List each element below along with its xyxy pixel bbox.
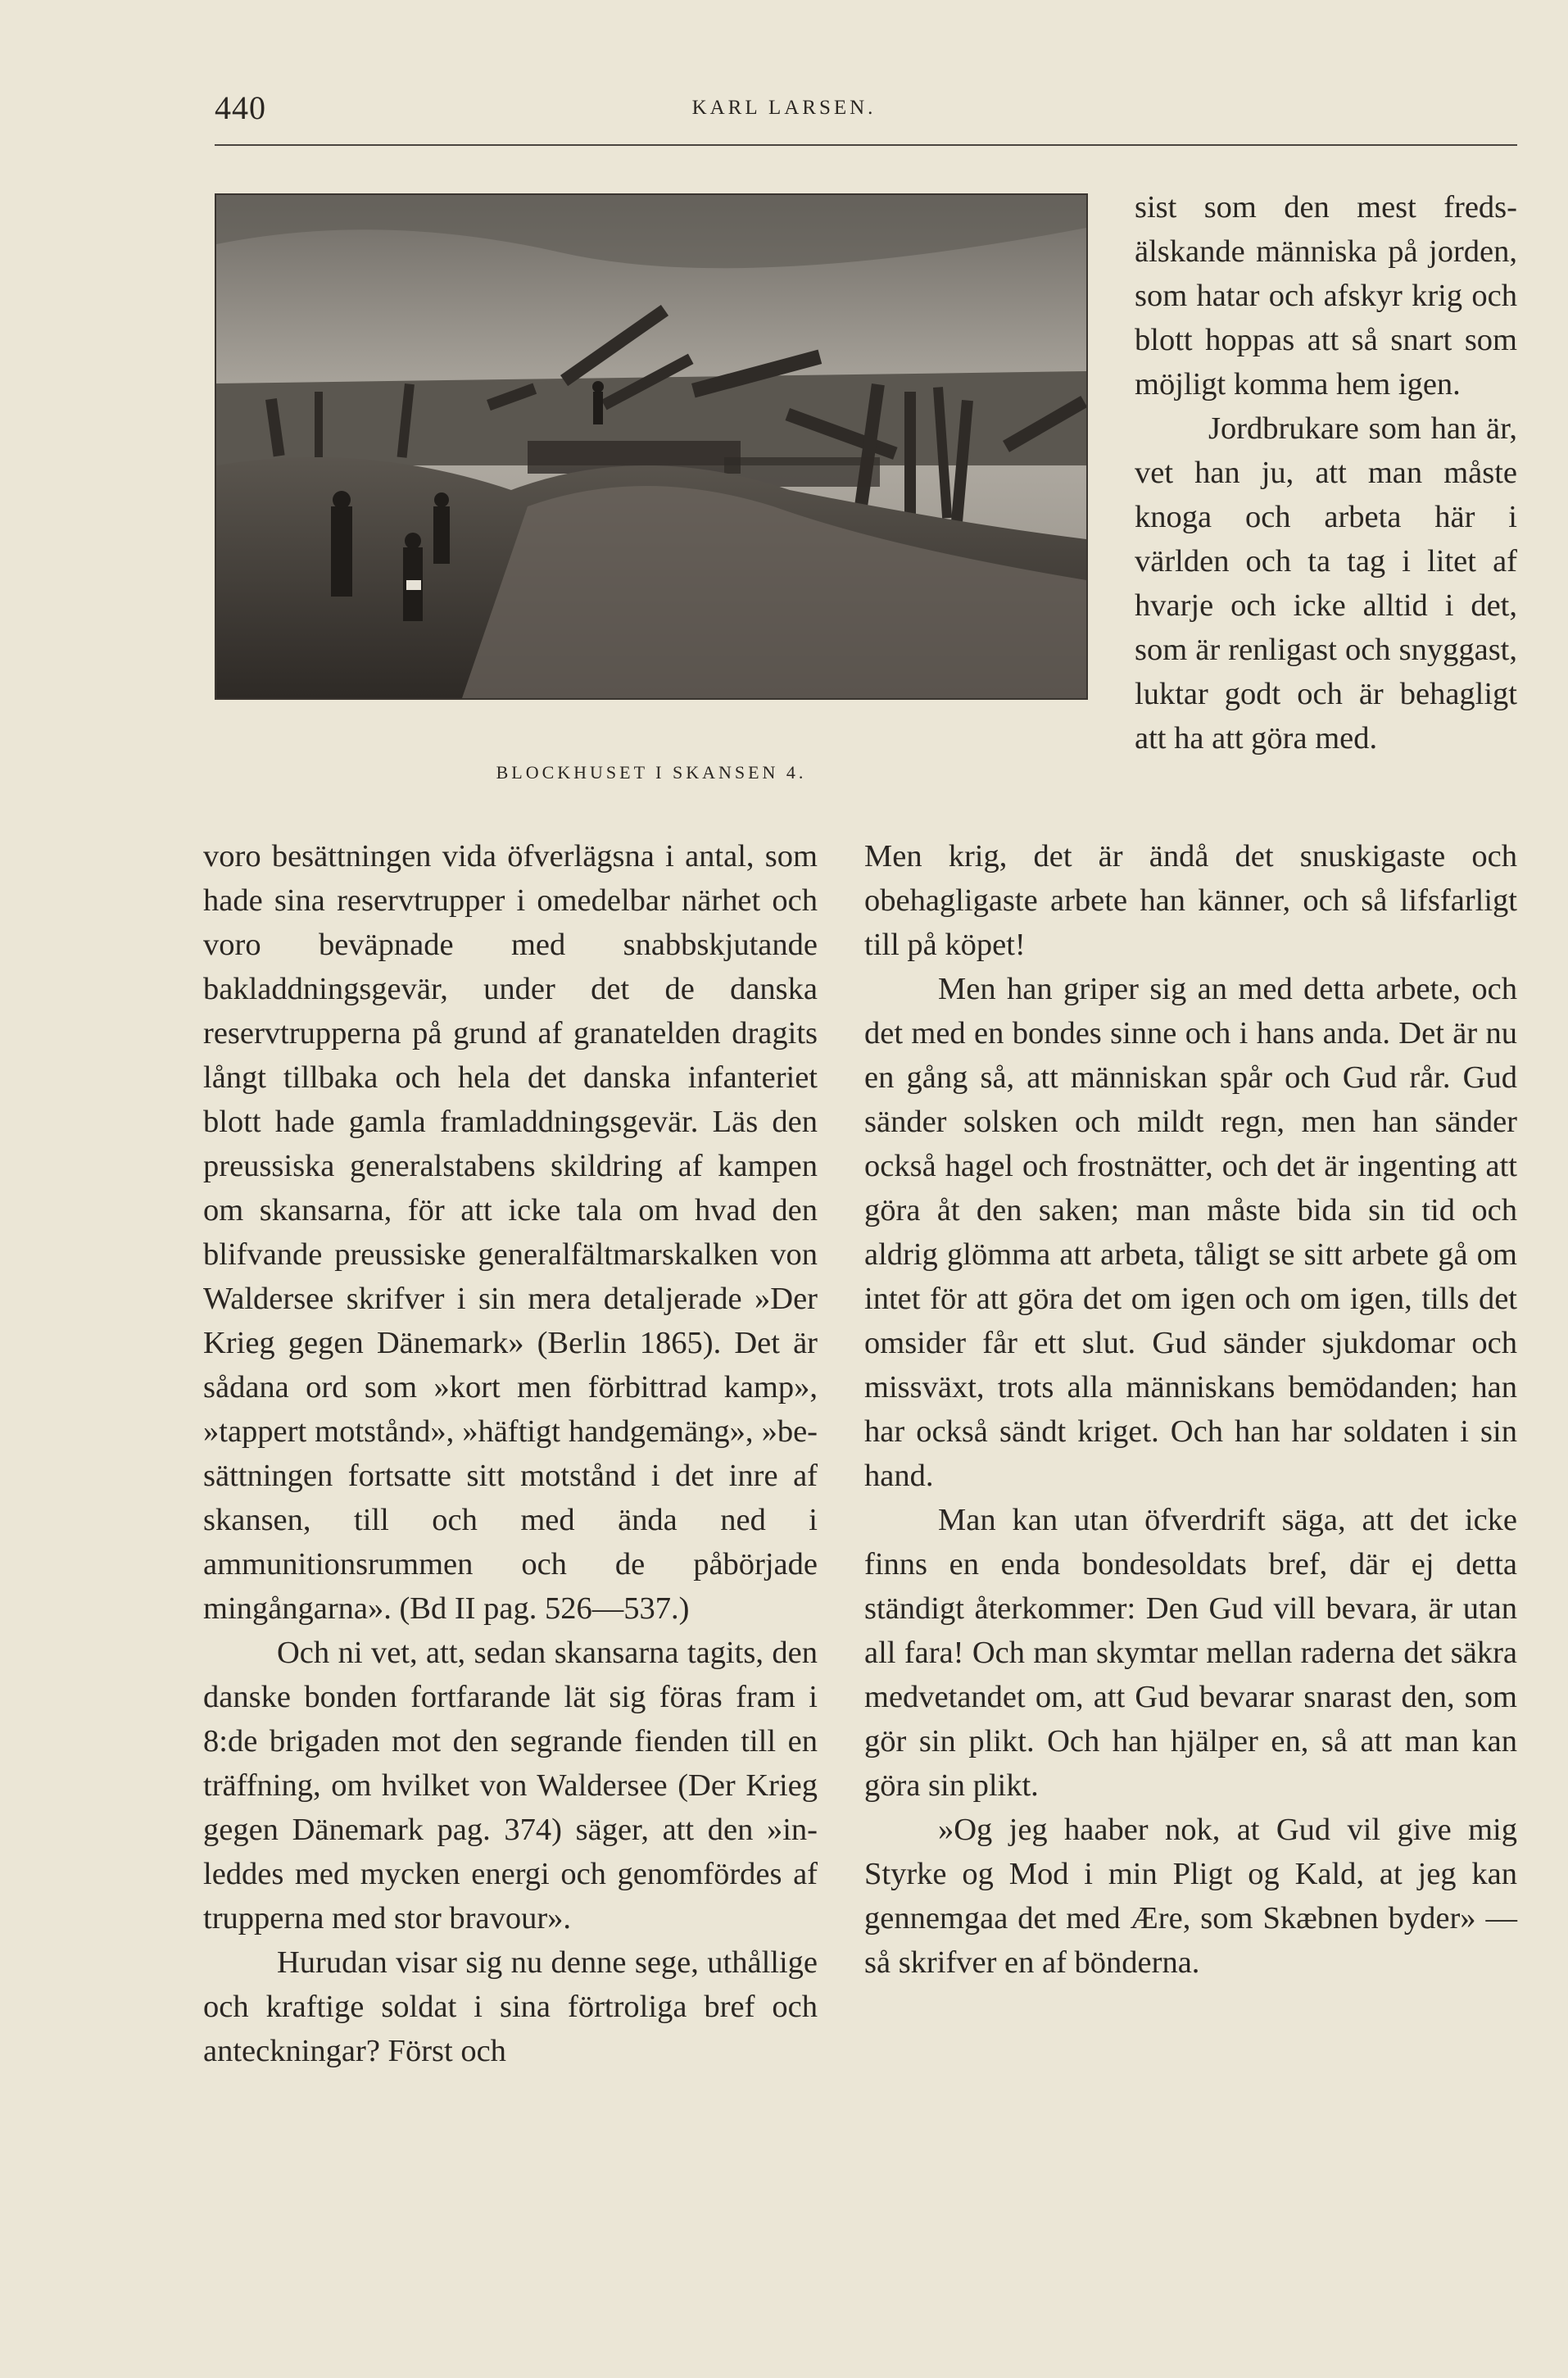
- paragraph: sist som den mest fredsälskande människa på jorden, som hatar och afskyr krig och blott hoppas att så snart som möjligt komma hem igen.: [1135, 190, 1517, 402]
- paragraph: »Og jeg haaber nok, at Gud vil give mig Styrke og Mod i min Pligt og Kald, at jeg kan gennemgaa det med Ære, som Skæbnen byder» — så skrifver en af bönderna.: [864, 1813, 1517, 1980]
- paragraph: Men han griper sig an med detta arbete, och det med en bondes sinne och i hans anda. Det är nu en gång så, att människan spår och Gud rår. Gud sänder solsken och mildt regn, men han sänder också hagel och frostnätter, och det är ingenting att göra åt den saken; man måste bida sin tid och aldrig glömma att arbeta, tåligt se sitt arbete gå om intet för att göra det om igen och om igen, tills det omsider får ett slut. Gud sänder sjukdomar och missväxt, trots alla människans bemödanden; han har också sändt kriget. Och han har soldaten i sin hand.: [864, 972, 1517, 1493]
- photograph-illustration: [216, 195, 1086, 698]
- left-column-text: [203, 834, 818, 2073]
- right-column-top-text: [1135, 185, 1517, 760]
- page-number: 440: [215, 89, 266, 126]
- paragraph: Jordbrukare som han är, vet han ju, att man måste knoga och arbeta här i världen och ta tag i litet af hvarje och icke alltid i det, som är renligast och snyggast, luktar godt och är behagligt att ha att göra med.: [1135, 411, 1517, 756]
- paragraph: Och ni vet, att, sedan skansarna tagits, den danske bonden fortfarande lät sig föras fram i 8:de brigaden mot den segrande fienden till en träffning, om hvilket von Waldersee (Der Krieg gegen Dänemark pag. 374) säger, att den »inleddes med mycken energi och genomfördes af trupperna med stor bravour».: [203, 1636, 818, 1936]
- running-head: KARL LARSEN.: [691, 97, 877, 119]
- photograph-blockhouse: [215, 193, 1088, 700]
- right-column-text: [864, 834, 1517, 1985]
- header-rule: [215, 144, 1517, 146]
- paragraph: Man kan utan öfverdrift säga, att det icke finns en enda bondesoldats bref, där ej detta ständigt återkommer: Den Gud vill bevara, är utan all fara! Och man skymtar mellan raderna det säkra medvetandet om, att Gud bevarar snarast den, som gör sin plikt. Och han hjälper en, så att man kan göra sin plikt.: [864, 1503, 1517, 1803]
- paragraph: Men krig, det är ändå det snuskigaste och obehagligaste arbete han känner, och så lifsfarligt till på köpet!: [864, 839, 1517, 962]
- paragraph: Hurudan visar sig nu denne sege, uthållige och kraftige soldat i sina förtroliga bref och anteckningar? Först och: [203, 1945, 818, 2068]
- figure-caption: BLOCKHUSET I SKANSEN 4.: [496, 762, 807, 783]
- paragraph: voro besättningen vida öfverlägsna i antal, som hade sina reservtrupper i omedelbar närhet och voro beväpnade med snabbskjutande bakladdningsgevär, under det de danska reservtrupperna på grund af granatelden dragits långt tillbaka och hela det danska infanteriet blott hade gamla framladdningsgevär. Läs den preussiska generalstabens skildring af kampen om skansarna, för att icke tala om hvad den blifvande preussiske generalfältmarskalken von Waldersee skrifver i sin mera detaljerade »Der Krieg gegen Dänemark» (Berlin 1865). Det är sådana ord som »kort men förbittrad kamp», »tappert motstånd», »häftigt handgemäng», »besättningen fortsatte sitt motstånd i det inre af skansen, till och med ända ned i ammunitionsrummen och de påbörjade mingångarna». (Bd II pag. 526—537.): [203, 839, 818, 1626]
